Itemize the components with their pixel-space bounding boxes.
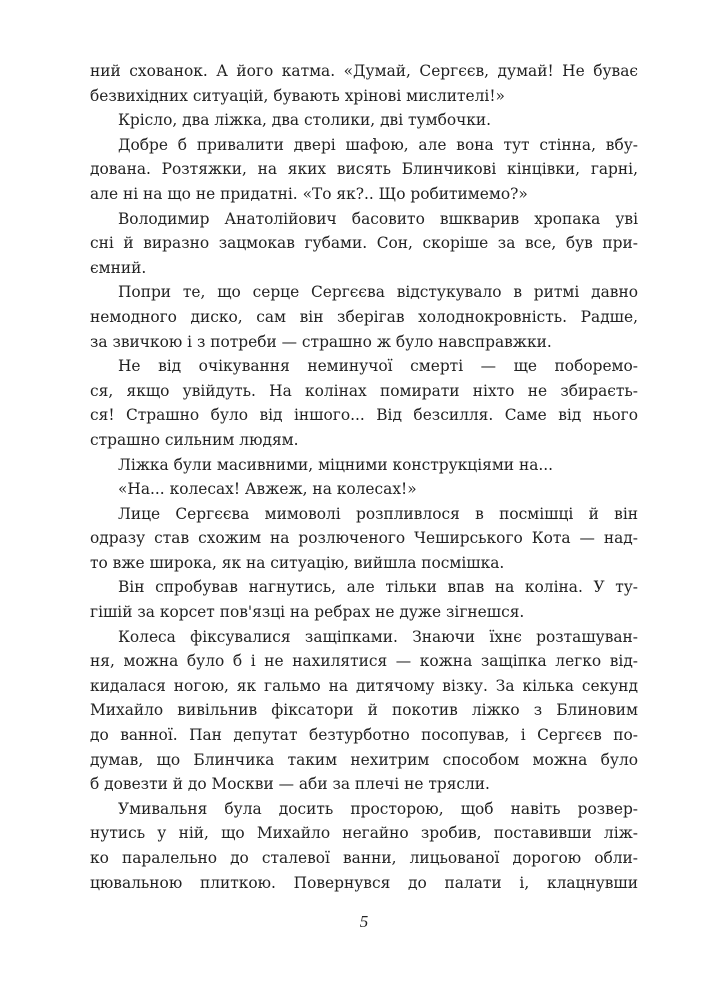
text-line: б довезти й до Москви — аби за плечі не трясли. — [90, 775, 490, 794]
text-line: Колеса фіксувалися защіпками. Знаючи їхнє розташуван- — [118, 627, 638, 646]
text-line: дована. Розтяжки, на яких висять Блинчикові кінцівки, гарні, — [90, 160, 638, 179]
text-line: за звичкою і з потреби — страшно ж було навсправжки. — [90, 332, 552, 351]
text-line: нутись у ній, що Михайло негайно зробив, поставивши ліж- — [90, 824, 638, 843]
text-line: Ліжка були масивними, міцними конструкціями на... — [118, 455, 554, 474]
text-line: одразу став схожим на розлюченого Чеширського Кота — над- — [90, 529, 638, 548]
text-line: страшно сильним людям. — [90, 430, 299, 449]
text-line: Добре б привалити двері шафою, але вона тут стінна, вбу- — [118, 135, 638, 154]
text-line: «На... колесах! Авжеж, на колесах!» — [118, 480, 417, 499]
text-line: безвихідних ситуацій, бувають хрінові мислителі!» — [90, 86, 505, 105]
text-line: до ванної. Пан депутат безтурботно посопував, і Сергєєв по- — [90, 726, 638, 745]
text-line: ний схованок. А його катма. «Думай, Сергєєв, думай! Не буває — [90, 62, 638, 80]
text-line: немодного диско, сам він зберігав холоднокровність. Радше, — [90, 307, 638, 326]
text-line: думав, що Блинчика таким нехитрим способом можна було — [90, 750, 638, 769]
text-line: Володимир Анатолійович басовито вшкварив хропака уві — [118, 209, 638, 228]
text-line: сні й виразно зацмокав губами. Сон, скоріше за все, був при- — [90, 234, 638, 253]
text-line: Лице Сергєєва мимоволі розпливлося в посмішці й він — [118, 504, 638, 523]
body-text — [90, 59, 638, 895]
page-number: 5 — [359, 912, 369, 931]
text-line: ємний. — [90, 258, 147, 277]
text-line: ко паралельно до сталевої ванни, лицьованої дорогою обли- — [90, 849, 638, 867]
text-line: цювальною плиткою. Повернувся до палати і, клацнувши — [90, 873, 638, 892]
text-line: ся! Страшно було від іншого... Від безсилля. Саме від нього — [90, 406, 638, 425]
text-line: Не від очікування неминучої смерті — ще поборемо- — [118, 357, 638, 376]
text-line: Він спробував нагнутись, але тільки впав на коліна. У ту- — [118, 578, 638, 597]
text-line: але ні на що не придатні. «То як?.. Що робитимемо?» — [90, 184, 528, 203]
text-line: ся, якщо увійдуть. На колінах помирати ніхто не збираєть- — [90, 381, 638, 400]
text-line: Попри те, що серце Сергєєва відстукувало в ритмі давно — [118, 283, 638, 302]
text-line: то вже широка, як на ситуацію, вийшла посмішка. — [90, 553, 505, 572]
text-line: гішій за корсет пов'язці на ребрах не дуже зігнешся. — [90, 603, 525, 622]
text-line: ня, можна було б і не нахилятися — кожна защіпка легко від- — [90, 652, 638, 671]
text-line: Крісло, два ліжка, два столики, дві тумбочки. — [118, 111, 492, 130]
text-line: Умивальня була досить просторою, щоб навіть розвер- — [118, 799, 638, 818]
text-line: Михайло вивільнив фіксатори й покотив ліжко з Блиновим — [90, 701, 638, 720]
text-line: кидалася ногою, як гальмо на дитячому візку. За кілька секунд — [90, 676, 638, 695]
